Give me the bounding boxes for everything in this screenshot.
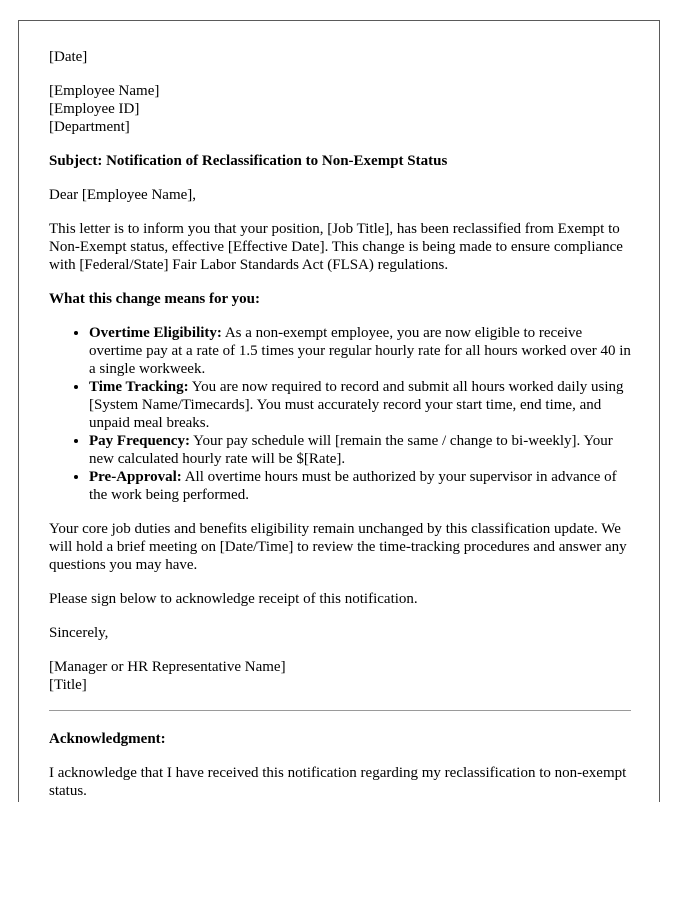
changes-heading: What this change means for you: [49, 291, 260, 307]
change-item-pre-approval [89, 468, 631, 504]
acknowledgment-heading: Acknowledgment: [49, 731, 166, 747]
change-text: As a non-exempt employee, you are now eligible to receive overtime pay at a rate of 1.5 times your regular hourly rate for all hours worked over 40 in a single workweek. [89, 325, 631, 377]
change-term: Overtime Eligibility: [89, 325, 222, 341]
change-text: You are now required to record and submit all hours worked daily using [System Name/Timecards]. You must accurately record your start time, end time, and unpaid meal breaks. [89, 379, 624, 431]
letter-closing: Sincerely, [49, 625, 109, 641]
signer-block [49, 658, 631, 694]
signer-title: [Title] [49, 677, 87, 693]
intro-paragraph: This letter is to inform you that your position, [Job Title], has been reclassified from Exempt to Non-Exempt status, effective [Effective Date]. This change is being made to ensure compliance with [Federal/State] Fair Labor Standards Act (FLSA) regulations. [49, 221, 623, 273]
letter-subject: Subject: Notification of Reclassification to Non-Exempt Status [49, 153, 448, 169]
sign-request: Please sign below to acknowledge receipt of this notification. [49, 591, 418, 607]
recipient-department: [Department] [49, 119, 130, 135]
letter-date: [Date] [49, 49, 88, 65]
recipient-name: [Employee Name] [49, 83, 160, 99]
changes-list [49, 324, 631, 504]
letter-salutation: Dear [Employee Name], [49, 187, 197, 203]
recipient-block [49, 82, 631, 136]
change-item-time-tracking [89, 378, 631, 432]
section-divider [49, 710, 631, 711]
change-text: All overtime hours must be authorized by your supervisor in advance of the work being performed. [89, 469, 617, 503]
acknowledgment-text: I acknowledge that I have received this notification regarding my reclassification to non-exempt status. [49, 765, 627, 799]
change-text: Your pay schedule will [remain the same / change to bi-weekly]. Your new calculated hourly rate will be $[Rate]. [89, 433, 613, 467]
change-term: Pre-Approval: [89, 469, 182, 485]
core-duties-paragraph: Your core job duties and benefits eligibility remain unchanged by this classification update. We will hold a brief meeting on [Date/Time] to review the time-tracking procedures and answer any questions you may have. [49, 521, 627, 573]
change-term: Time Tracking: [89, 379, 189, 395]
letter-page [18, 20, 660, 802]
signer-name: [Manager or HR Representative Name] [49, 659, 286, 675]
change-term: Pay Frequency: [89, 433, 190, 449]
recipient-id: [Employee ID] [49, 101, 140, 117]
change-item-pay-frequency [89, 432, 631, 468]
change-item-overtime [89, 324, 631, 378]
